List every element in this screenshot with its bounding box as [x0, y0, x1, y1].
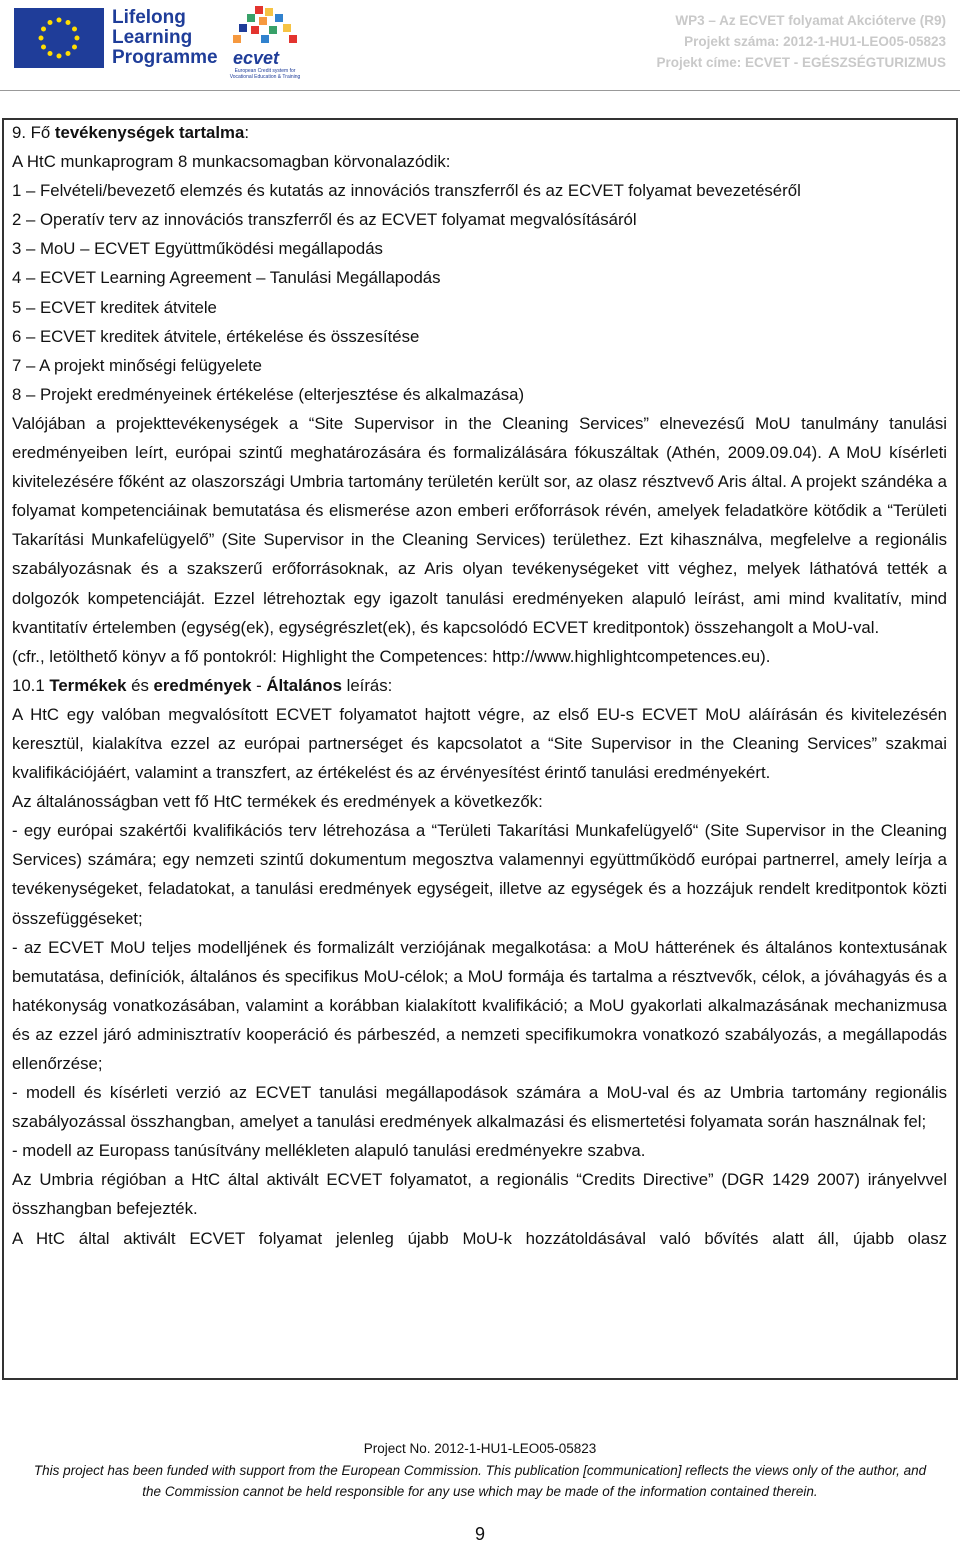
header-project-title: Projekt címe: ECVET - EGÉSZSÉGTURIZMUS	[656, 55, 946, 70]
work-package-item: 3 – MoU – ECVET Együttműködési megállapodás	[12, 239, 383, 259]
work-package-item: 2 – Operatív terv az innovációs transzferről és az ECVET folyamat megvalósításáról	[12, 210, 637, 230]
llp-logo-line3: Programme	[112, 47, 218, 68]
ecvet-logo-word: ecvet	[233, 48, 280, 68]
work-package-item: 5 – ECVET kreditek átvitele	[12, 297, 217, 317]
section-10-paragraph: A HtC által aktivált ECVET folyamat jelenleg újabb MoU-k hozzátoldásával való bővítés alatt áll, újabb olasz	[12, 1228, 947, 1248]
heading-word: leírás:	[341, 675, 393, 695]
ecvet-logo	[225, 4, 303, 84]
work-package-item: 1 – Felvételi/bevezető elemzés és kutatás az innovációs transzferről és az ECVET folyamat bevezetéséről	[12, 181, 801, 201]
header-project-number: Projekt száma: 2012-1-HU1-LEO05-05823	[684, 34, 946, 49]
heading-bold-text: tevékenységek tartalma	[50, 123, 245, 142]
header-divider	[0, 90, 960, 91]
section-9-reference: (cfr., letölthető könyv a fő pontokról: Highlight the Competences: http://www.highlightcompetences.eu).	[12, 646, 771, 666]
header-title: WP3 – Az ECVET folyamat Akcióterve (R9)	[675, 13, 946, 28]
section-10-heading	[12, 671, 947, 700]
page-footer	[0, 1438, 960, 1503]
lifelong-learning-programme-logo	[14, 6, 218, 70]
work-package-item: 8 – Projekt eredményeinek értékelése (elterjesztése és alkalmazása)	[12, 384, 525, 404]
ecvet-squares-icon	[225, 4, 303, 48]
product-bullet: - modell és kísérleti verzió az ECVET tanulási megállapodások számára a MoU-val és az Umbria tartomány regionális szabályozással összhangban, amelyet a tanulási eredmények alkalmazási és elismertetési folyamata során használnak fel;	[12, 1083, 947, 1132]
header-project-info	[656, 10, 946, 73]
work-package-item: 4 – ECVET Learning Agreement – Tanulási Megállapodás	[12, 268, 441, 288]
heading-number: 10.1	[12, 675, 50, 695]
document-body	[12, 118, 947, 1253]
heading-bold-text: Termékek	[49, 675, 127, 695]
ecvet-logo-subtitle: European Credit system for Vocational Education & Training	[229, 68, 301, 80]
heading-dash: -	[251, 675, 267, 695]
heading-bold-text: Általános	[266, 675, 342, 695]
eu-flag-icon	[14, 8, 104, 68]
section-10-paragraph: Az általánosságban vett fő HtC termékek és eredmények a következők:	[12, 792, 543, 812]
section-10-paragraph: Az Umbria régióban a HtC által aktivált ECVET folyamatot, a regionális “Credits Directive” (DGR 1429 2007) irányelvvel összhangban befejezték.	[12, 1170, 947, 1219]
section-10-paragraph: A HtC egy valóban megvalósított ECVET folyamatot hajtott végre, az első EU-s ECVET MoU aláírásán és kivitelezésén keresztül, kialakítva ezzel az európai partnerséget és kapcsolatot a “Site Supervisor in the Cleaning Services” szakmai kvalifikációjáért, valamint a transzfert, az értékelést és az érvényesítést érintő tanulási eredményekért.	[12, 704, 947, 783]
heading-word: Fő	[30, 123, 51, 142]
work-package-item: 7 – A projekt minőségi felügyelete	[12, 355, 263, 375]
section-9-paragraph: Valójában a projekttevékenységek a “Site Supervisor in the Cleaning Services” elnevezésű MoU tanulmány tanulási eredményeiben leírt, európai szintű meghatározására és formalizálására fókuszáltak (Athén, 2009.09.04). A MoU kísérleti kivitelezésére főként az olaszországi Umbria tartomány területén került sor, az olasz résztvevő Aris által. A projekt szándéka a folyamat kompetenciáinak bemutatása és elismerése azon emberi erőforrások révén, amelyek feladatköre kötődik a “Területi Takarítási Munkafelügyelő” (Site Supervisor in the Cleaning Services) területhez. Ezt kihasználva, megfelelve a regionális szabályozásnak és a szakszerű erőforrásoknak, az Aris olyan tevékenységeket vitt véghez, melyek láthatóvá tették a dolgozók kompetenciáját. Ezzel létrehoztak egy igazolt tanulási eredményeken alapuló leírást, ami mind kvalitatív, mind kvantitatív értelemben (egység(ek), egységrészlet(ek), és kapcsolódó ECVET kreditpontok) összehangolt a MoU-val.	[12, 413, 947, 637]
page-number: 9	[474, 1524, 485, 1544]
heading-word: és	[126, 675, 154, 695]
section-9-heading	[12, 118, 947, 147]
page-header	[0, 0, 960, 86]
footer-disclaimer-line1: This project has been funded with support from the European Commission. This publication [communication] reflects the views only of the author, and	[33, 1462, 927, 1478]
heading-colon: :	[244, 123, 249, 142]
product-bullet: - egy európai szakértői kvalifikációs terv létrehozása a “Területi Takarítási Munkafelügyelő“ (Site Supervisor in the Cleaning Services) számára; egy nemzeti szintű dokumentum megosztva valamennyi együttműködő európai partnerrel, amely leírja a tevékenységeket, feladatokat, a tanulási eredmények egységeit, illetve az egységek és a hozzájuk rendelt kreditpontok közti összefüggéseket;	[12, 821, 947, 928]
footer-disclaimer-line2: the Commission cannot be held responsible for any use which may be made of the information contained therein.	[142, 1484, 818, 1499]
product-bullet: - az ECVET MoU teljes modelljének és formalizált verziójának megalkotása: a MoU hátterének és általános kontextusának bemutatása, definíciók, általános és specifikus MoU-célok; a MoU formája és tartalma a résztvevők, célok, a jóváhagyás és a hatékonyság vonatkozásában, valamint a korábban kialakított kvalifikáció; a MoU gyakorlati alkalmazásának mechanizmusa és az ezzel járó adminisztratív kooperáció és párbeszéd, a nemzeti specifikumokra vonatkozó szabályozás, a megállapodás ellenőrzése;	[12, 937, 947, 1073]
heading-number: 9.	[12, 123, 31, 142]
work-package-item: 6 – ECVET kreditek átvitele, értékelése és összesítése	[12, 326, 420, 346]
section-9-intro: A HtC munkaprogram 8 munkacsomagban körvonalazódik:	[12, 152, 451, 172]
llp-logo-line1: Lifelong	[112, 7, 186, 28]
product-bullet: - modell az Europass tanúsítvány mellékleten alapuló tanulási eredményekre szabva.	[12, 1141, 646, 1161]
footer-project-number: Project No. 2012-1-HU1-LEO05-05823	[363, 1441, 597, 1456]
heading-bold-text: eredmények	[153, 675, 252, 695]
llp-logo-line2: Learning	[112, 27, 193, 48]
